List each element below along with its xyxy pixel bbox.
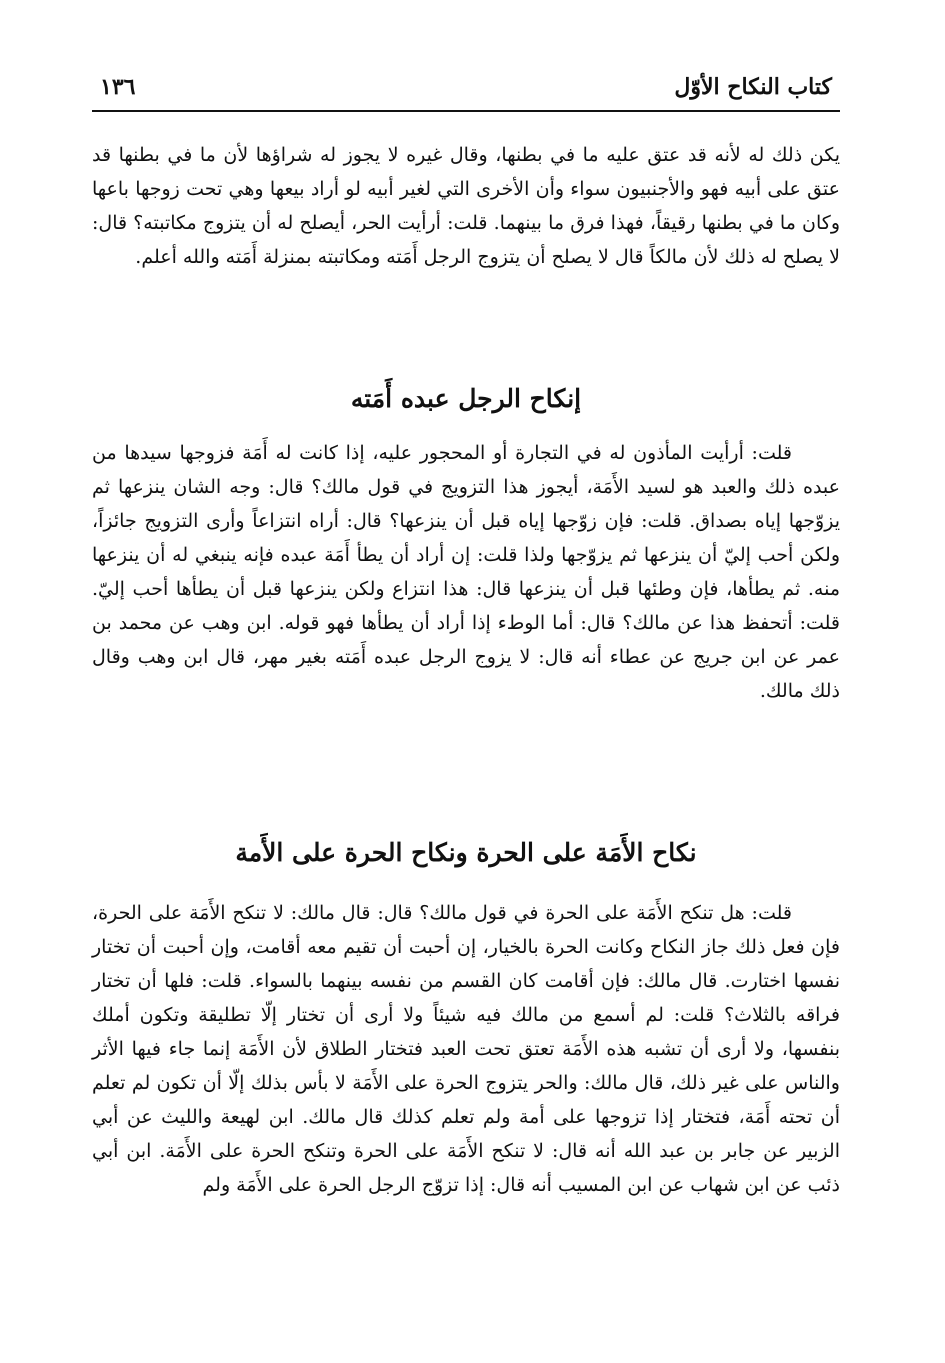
page-number: ١٣٦ bbox=[100, 74, 136, 100]
page-header bbox=[92, 66, 840, 112]
section-heading: نكاح الأَمَة على الحرة ونكاح الحرة على الأَمة bbox=[235, 838, 697, 867]
running-header-title: كتاب النكاح الأوّل bbox=[674, 74, 832, 100]
body-paragraph: قلت: هل تنكح الأَمَة على الحرة في قول مالك؟ قال: قال مالك: لا تنكح الأَمَة على الحرة، فإن فعل ذلك جاز النكاح وكانت الحرة بالخيار، إن أحبت أن تقيم معه أقامت، وإن أحبت أن تختار نفسها اختارت. قال مالك: فإن أقامت كان القسم من نفسه بينهما بالسواء. قلت: فلها أن تختار فراقه بالثلاث؟ قلت: لم أسمع من مالك فيه شيئاً ولا أرى أن تختار إلّا تطليقة وتكون أملك بنفسها، ولا أرى أن تشبه هذه الأَمَة تعتق تحت العبد فتختار الطلاق لأن الأَمَة إنما جاء فيها الأثر والناس على غير ذلك، قال مالك: والحر يتزوج الحرة على الأَمَة لا بأس بذلك إلّا أن تكون لم تعلم أن تحته أَمَة، فتختار إذا تزوجها على أمة ولم تعلم كذلك قال مالك. ابن لهيعة والليث عن أبي الزبير عن جابر بن عبد الله أنه قال: لا تنكح الأَمَة على الحرة وتنكح الحرة على الأَمَة. ابن أبي ذئب عن ابن شهاب عن ابن المسيب أنه قال: إذا تزوّج الرجل الحرة على الأَمَة ولم bbox=[92, 902, 840, 1196]
body-paragraph: قلت: أرأيت المأذون له في التجارة أو المحجور عليه، إذا كانت له أَمَة فزوجها سيدها من عبده ذلك والعبد هو لسيد الأَمَة، أيجوز هذا التزويج في قول مالك؟ قال: وجه الشان ينزعها ثم يزوّجها إياه بصداق. قلت: فإن زوّجها إياه قبل أن ينزعها؟ قال: أراه انتزاعاً وأرى التزويج جائزاً، ولكن أحب إليّ أن ينزعها ثم يزوّجها ولذا قلت: إن أراد أن يطأ أَمَة عبده فإنه ينبغي له أن ينزعها منه. ثم يطأها، فإن وطئها قبل أن ينزعها قال: هذا انتزاع ولكن ينزعها قبل أن يطأها أحب إليّ. قلت: أتحفظ هذا عن مالك؟ قال: أما الوطء إذا أراد أن يطأها فهو قوله. ابن وهب عن محمد بن عمر عن ابن جريج عن عطاء أنه قال: لا يزوج الرجل عبده أَمَته بغير مهر، قال ابن وهب وقال ذلك مالك. bbox=[92, 442, 840, 702]
body-paragraph: يكن ذلك له لأنه قد عتق عليه ما في بطنها، وقال غيره لا يجوز له شراؤها لأن ما في بطنها قد عتق على أبيه فهو والأجنبيون سواء وأن الأخرى التي لغير أبيه لو أراد بيعها وهي تحت زوجها باعها وكان ما في بطنها رقيقاً، فهذا فرق ما بينهما. قلت: أرأيت الحر، أيصلح له أن يتزوج مكاتبته؟ قال: لا يصلح له ذلك لأن مالكاً قال لا يصلح أن يتزوج الرجل أَمَته ومكاتبته بمنزلة أَمَته والله أعلم. bbox=[92, 144, 840, 268]
section-heading: إنكاح الرجل عبده أَمَته bbox=[350, 384, 582, 413]
